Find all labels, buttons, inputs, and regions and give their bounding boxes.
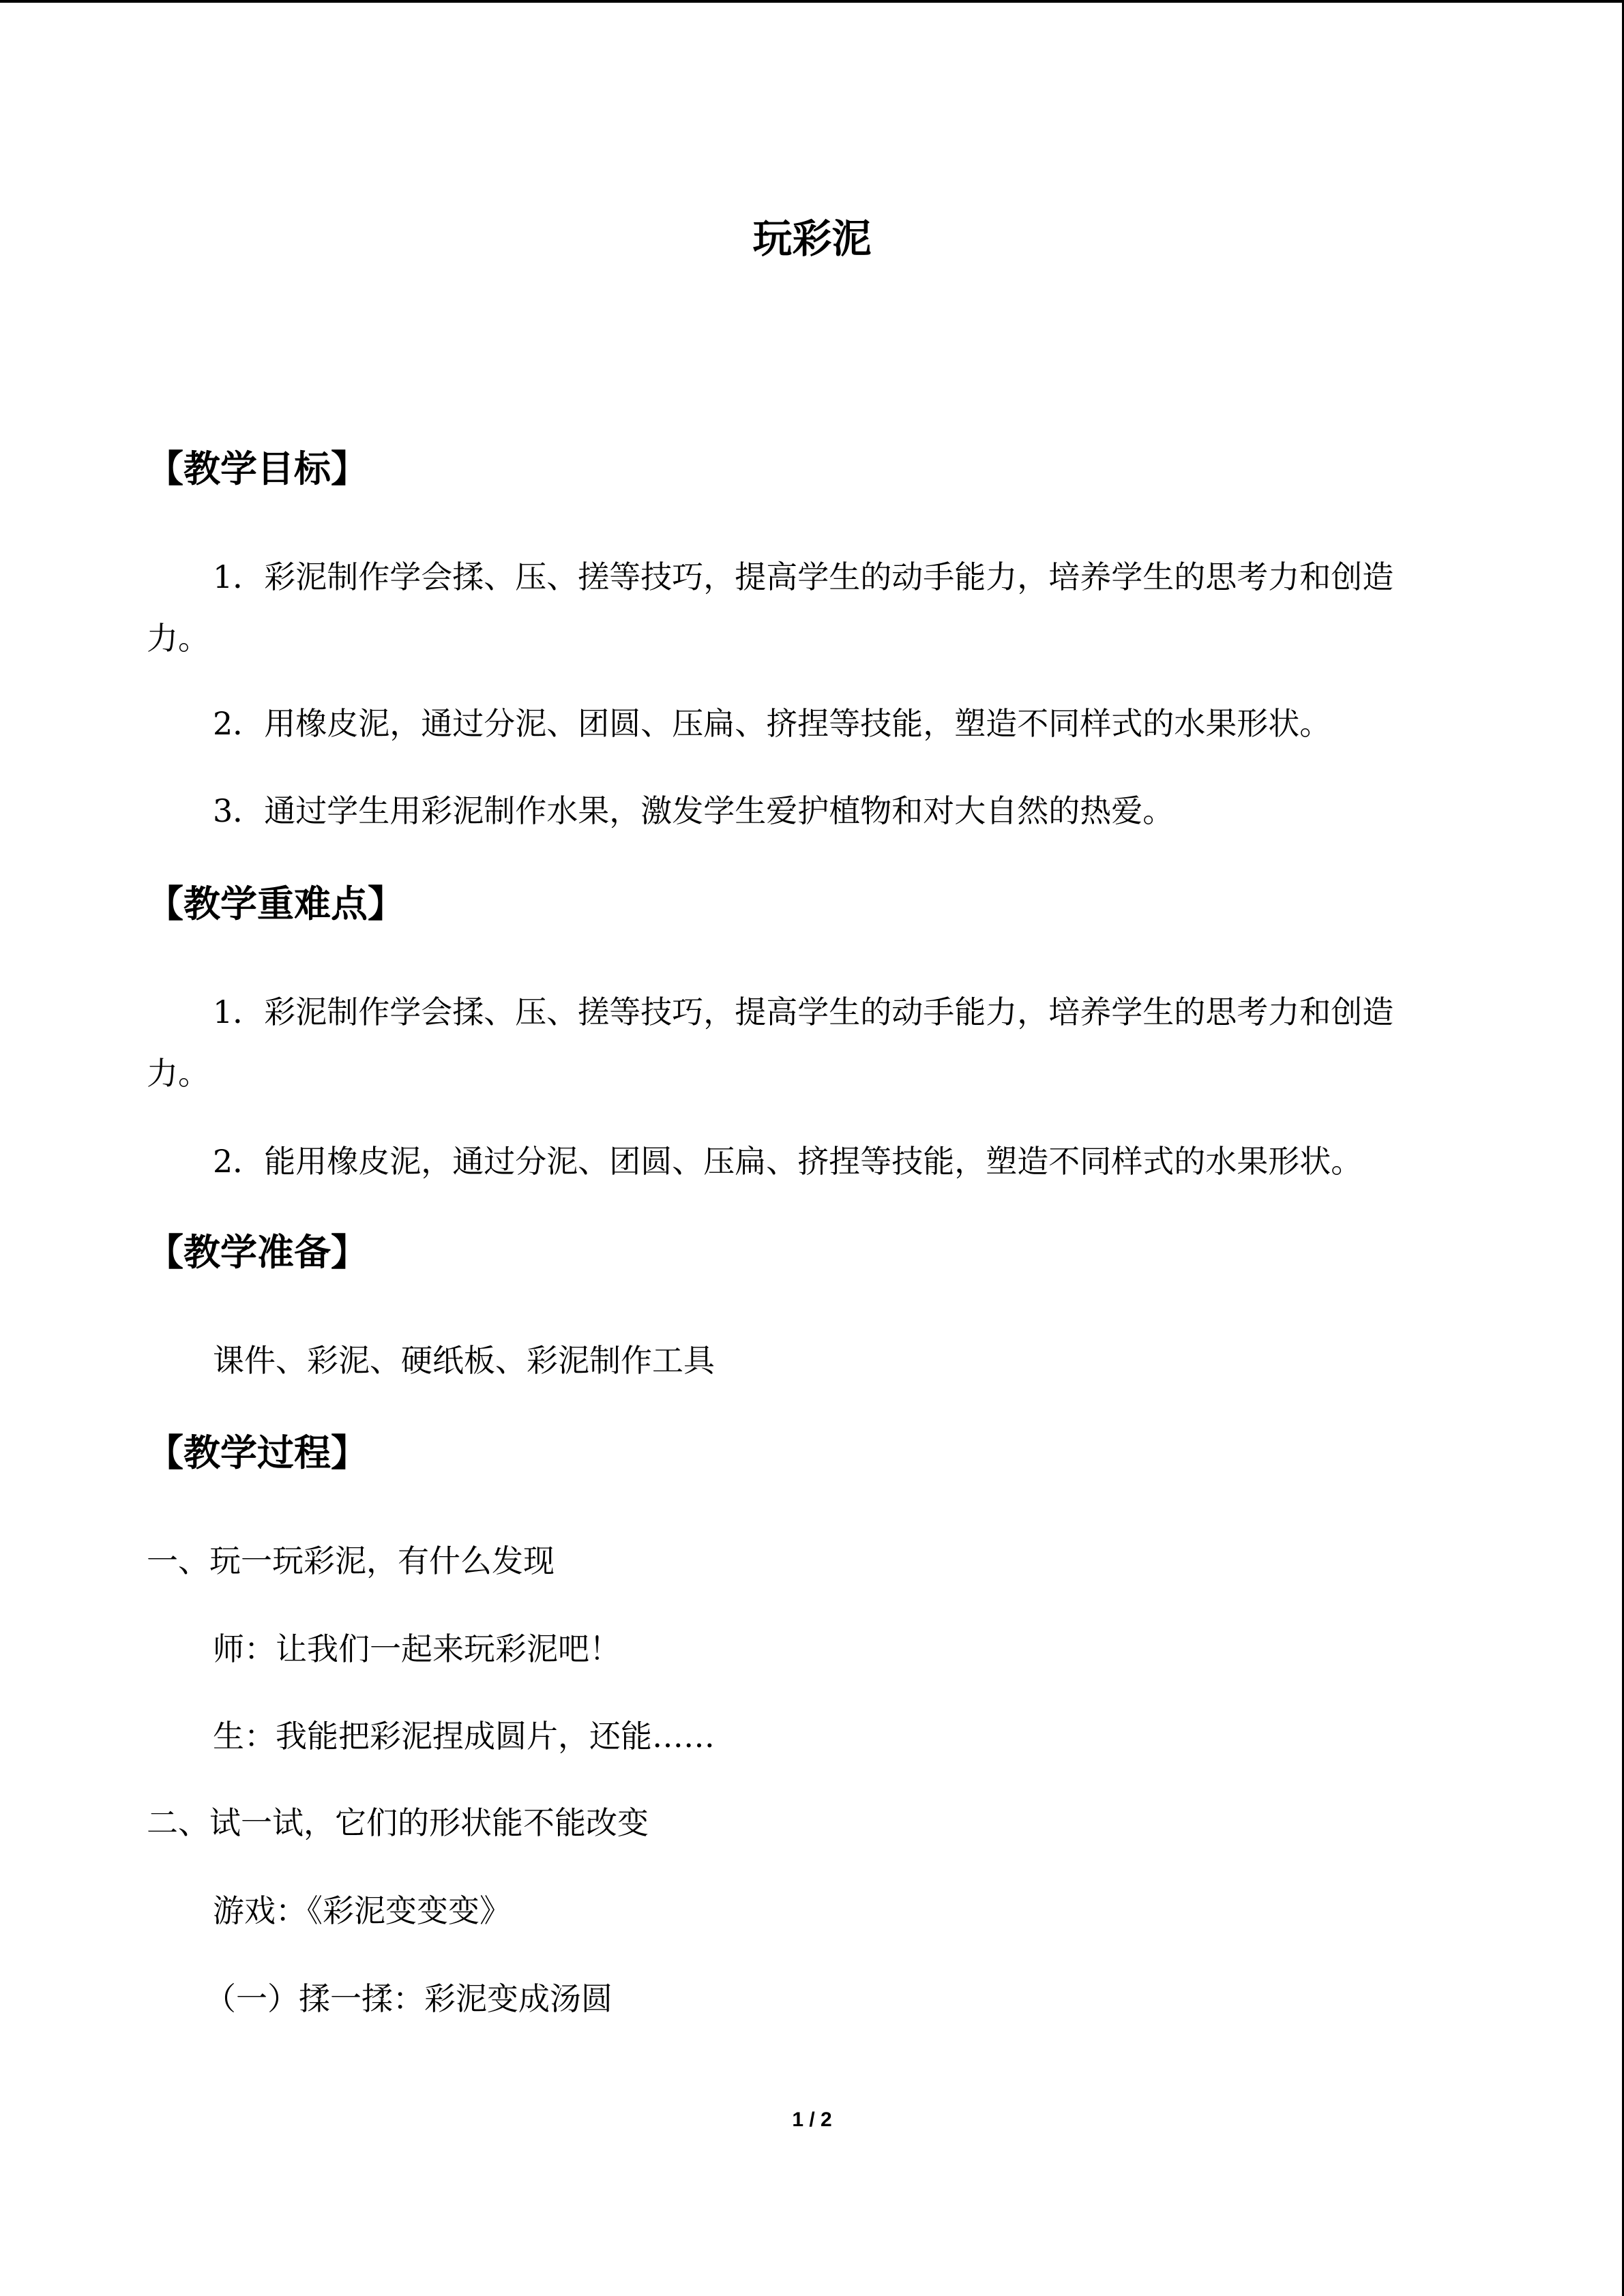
paragraph: （一）揉一揉：彩泥变成汤圆 bbox=[205, 1980, 612, 2017]
page-border-top bbox=[0, 0, 1624, 3]
page-title: 玩彩泥 bbox=[752, 215, 872, 262]
paragraph: 游戏：《彩泥变变变》 bbox=[213, 1892, 511, 1929]
paragraph: 3．通过学生用彩泥制作水果，激发学生爱护植物和对大自然的热爱。 bbox=[213, 792, 1175, 829]
paragraph: 力。 bbox=[147, 620, 209, 657]
page-number: 1 / 2 bbox=[792, 2108, 832, 2131]
section-heading-goals: 【教学目标】 bbox=[147, 447, 368, 490]
paragraph: 2．能用橡皮泥，通过分泥、团圆、压扁、挤捏等技能，塑造不同样式的水果形状。 bbox=[213, 1143, 1363, 1180]
section-heading-prep: 【教学准备】 bbox=[147, 1230, 368, 1274]
paragraph: 课件、彩泥、硬纸板、彩泥制作工具 bbox=[213, 1342, 715, 1379]
paragraph: 力。 bbox=[147, 1055, 209, 1092]
paragraph: 1．彩泥制作学会揉、压、搓等技巧，提高学生的动手能力，培养学生的思考力和创造 bbox=[213, 994, 1394, 1030]
section-heading-keypoints: 【教学重难点】 bbox=[147, 882, 404, 925]
paragraph: 二、试一试，它们的形状能不能改变 bbox=[147, 1804, 649, 1841]
section-heading-process: 【教学过程】 bbox=[147, 1431, 368, 1474]
paragraph: 2．用橡皮泥，通过分泥、团圆、压扁、挤捏等技能，塑造不同样式的水果形状。 bbox=[213, 705, 1331, 742]
paragraph: 1．彩泥制作学会揉、压、搓等技巧，提高学生的动手能力，培养学生的思考力和创造 bbox=[213, 558, 1394, 595]
paragraph: 师：让我们一起来玩彩泥吧！ bbox=[213, 1630, 621, 1667]
paragraph: 生：我能把彩泥捏成圆片，还能…… bbox=[213, 1718, 715, 1755]
paragraph: 一、玩一玩彩泥，有什么发现 bbox=[147, 1542, 555, 1579]
